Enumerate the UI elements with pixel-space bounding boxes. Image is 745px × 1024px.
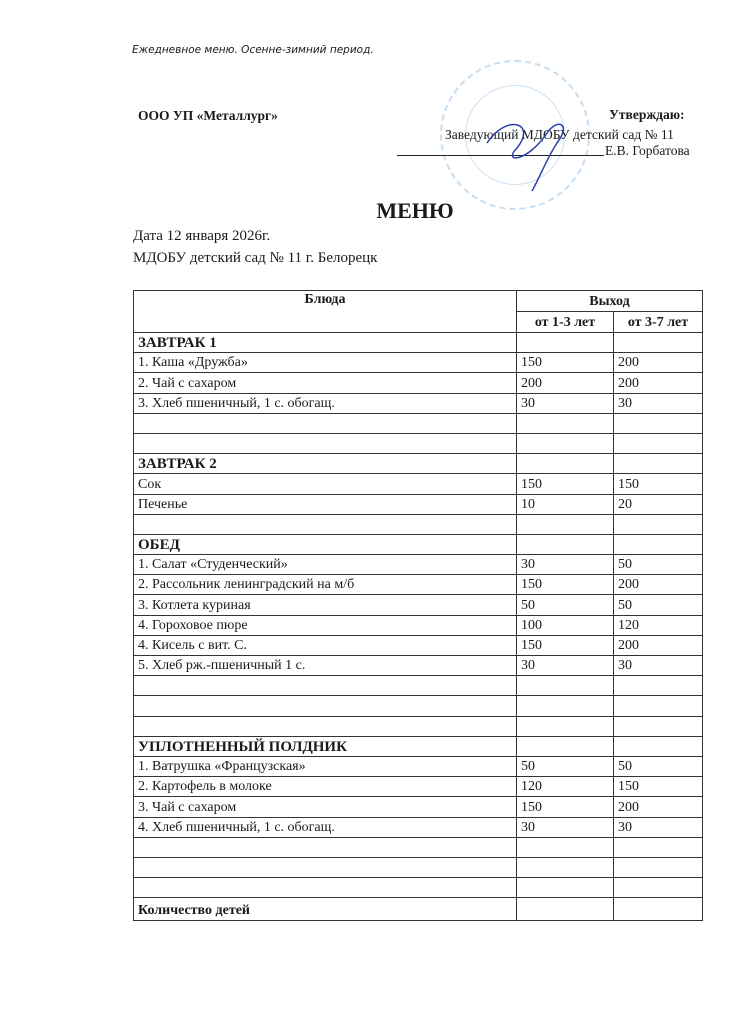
- table-row: [134, 353, 703, 373]
- portion-1-3: 10: [517, 494, 614, 514]
- dish-name: 4. Хлеб пшеничный, 1 с. обогащ.: [134, 817, 517, 837]
- table-row: [134, 433, 703, 453]
- table-row: [134, 777, 703, 797]
- signature-icon: [477, 103, 597, 193]
- portion-1-3: [517, 878, 614, 898]
- portion-1-3: 30: [517, 393, 614, 413]
- portion-3-7: [614, 333, 703, 353]
- dish-name: УПЛОТНЕННЫЙ ПОЛДНИК: [134, 736, 517, 756]
- portion-1-3: 30: [517, 555, 614, 575]
- dish-name: 2. Рассольник ленинградский на м/б: [134, 575, 517, 595]
- portion-1-3: [517, 857, 614, 877]
- dish-name: ЗАВТРАК 2: [134, 454, 517, 474]
- portion-1-3: [517, 676, 614, 696]
- portion-1-3: [517, 696, 614, 716]
- table-row: [134, 575, 703, 595]
- portion-1-3: 150: [517, 797, 614, 817]
- portion-1-3: [517, 514, 614, 534]
- document-header-note: Ежедневное меню. Осенне-зимний период.: [132, 44, 374, 56]
- portion-3-7: 50: [614, 555, 703, 575]
- table-row: [134, 615, 703, 635]
- portion-3-7: [614, 514, 703, 534]
- dish-name: [134, 878, 517, 898]
- column-header-output: Выход: [517, 291, 703, 312]
- table-row: [134, 413, 703, 433]
- children-count-1-3: [517, 898, 614, 921]
- portion-1-3: 200: [517, 373, 614, 393]
- dish-name: [134, 857, 517, 877]
- portion-1-3: [517, 837, 614, 857]
- portion-1-3: [517, 736, 614, 756]
- dish-name: [134, 716, 517, 736]
- dish-name: 1. Каша «Дружба»: [134, 353, 517, 373]
- portion-1-3: [517, 433, 614, 453]
- dish-name: [134, 837, 517, 857]
- portion-3-7: [614, 716, 703, 736]
- dish-name: 2. Чай с сахаром: [134, 373, 517, 393]
- portion-3-7: [614, 736, 703, 756]
- portion-3-7: [614, 433, 703, 453]
- children-count-row: [134, 898, 703, 921]
- dish-name: 4. Гороховое пюре: [134, 615, 517, 635]
- portion-1-3: 150: [517, 353, 614, 373]
- table-row: [134, 514, 703, 534]
- dish-name: 3. Хлеб пшеничный, 1 с. обогащ.: [134, 393, 517, 413]
- portion-3-7: 150: [614, 474, 703, 494]
- dish-name: [134, 676, 517, 696]
- table-row: [134, 857, 703, 877]
- table-row: [134, 494, 703, 514]
- approval-label: Утверждаю:: [609, 107, 685, 122]
- children-count-3-7: [614, 898, 703, 921]
- dish-name: [134, 514, 517, 534]
- table-row: [134, 676, 703, 696]
- portion-3-7: [614, 454, 703, 474]
- table-row: [134, 474, 703, 494]
- portion-3-7: [614, 534, 703, 554]
- portion-1-3: 150: [517, 635, 614, 655]
- dish-name: 1. Ватрушка «Французская»: [134, 756, 517, 776]
- dish-name: 5. Хлеб рж.-пшеничный 1 с.: [134, 656, 517, 676]
- portion-3-7: 20: [614, 494, 703, 514]
- menu-table: [133, 290, 703, 921]
- dish-name: ЗАВТРАК 1: [134, 333, 517, 353]
- dish-name: 4. Кисель с вит. С.: [134, 635, 517, 655]
- portion-1-3: 30: [517, 656, 614, 676]
- table-row: [134, 373, 703, 393]
- school-name: МДОБУ детский сад № 11 г. Белорецк: [133, 250, 378, 266]
- portion-1-3: 50: [517, 756, 614, 776]
- table-row: [134, 555, 703, 575]
- portion-3-7: 30: [614, 817, 703, 837]
- table-row: [134, 817, 703, 837]
- table-row: [134, 797, 703, 817]
- column-header-dish: Блюда: [134, 291, 517, 333]
- portion-3-7: 30: [614, 393, 703, 413]
- approver-position: Заведующий МДОБУ детский сад № 11: [445, 127, 674, 142]
- portion-1-3: [517, 413, 614, 433]
- dish-name: 1. Салат «Студенческий»: [134, 555, 517, 575]
- table-row: [134, 696, 703, 716]
- portion-3-7: [614, 837, 703, 857]
- dish-name: [134, 696, 517, 716]
- portion-1-3: [517, 716, 614, 736]
- dish-name: Печенье: [134, 494, 517, 514]
- portion-3-7: 200: [614, 373, 703, 393]
- section-header-row: [134, 736, 703, 756]
- portion-3-7: 150: [614, 777, 703, 797]
- dish-name: 2. Картофель в молоке: [134, 777, 517, 797]
- dish-name: ОБЕД: [134, 534, 517, 554]
- organization-name: ООО УП «Металлург»: [138, 108, 278, 123]
- dish-name: [134, 433, 517, 453]
- dish-name: Сок: [134, 474, 517, 494]
- portion-1-3: 150: [517, 474, 614, 494]
- dish-name: 3. Чай с сахаром: [134, 797, 517, 817]
- signature-line: [397, 143, 604, 156]
- portion-3-7: [614, 696, 703, 716]
- section-header-row: [134, 454, 703, 474]
- portion-3-7: 50: [614, 756, 703, 776]
- portion-3-7: [614, 413, 703, 433]
- page-title: МЕНЮ: [376, 198, 454, 223]
- dish-name: 3. Котлета куриная: [134, 595, 517, 615]
- portion-1-3: [517, 534, 614, 554]
- table-row: [134, 837, 703, 857]
- menu-date: Дата 12 января 2026г.: [133, 228, 271, 244]
- table-row: [134, 595, 703, 615]
- portion-3-7: 120: [614, 615, 703, 635]
- table-row: [134, 878, 703, 898]
- portion-3-7: 50: [614, 595, 703, 615]
- approver-name: Е.В. Горбатова: [605, 143, 690, 158]
- column-header-age-3-7: от 3-7 лет: [614, 312, 703, 333]
- children-count-label: Количество детей: [134, 898, 517, 921]
- portion-3-7: [614, 878, 703, 898]
- portion-1-3: 30: [517, 817, 614, 837]
- portion-3-7: 200: [614, 353, 703, 373]
- portion-3-7: 200: [614, 797, 703, 817]
- portion-3-7: 30: [614, 656, 703, 676]
- table-row: [134, 393, 703, 413]
- table-row: [134, 756, 703, 776]
- portion-1-3: 100: [517, 615, 614, 635]
- dish-name: [134, 413, 517, 433]
- portion-1-3: [517, 454, 614, 474]
- table-row: [134, 716, 703, 736]
- portion-3-7: [614, 676, 703, 696]
- portion-1-3: 120: [517, 777, 614, 797]
- portion-1-3: 150: [517, 575, 614, 595]
- section-header-row: [134, 534, 703, 554]
- portion-1-3: [517, 333, 614, 353]
- column-header-age-1-3: от 1-3 лет: [517, 312, 614, 333]
- portion-3-7: [614, 857, 703, 877]
- table-row: [134, 635, 703, 655]
- portion-1-3: 50: [517, 595, 614, 615]
- section-header-row: [134, 333, 703, 353]
- portion-3-7: 200: [614, 575, 703, 595]
- portion-3-7: 200: [614, 635, 703, 655]
- table-row: [134, 656, 703, 676]
